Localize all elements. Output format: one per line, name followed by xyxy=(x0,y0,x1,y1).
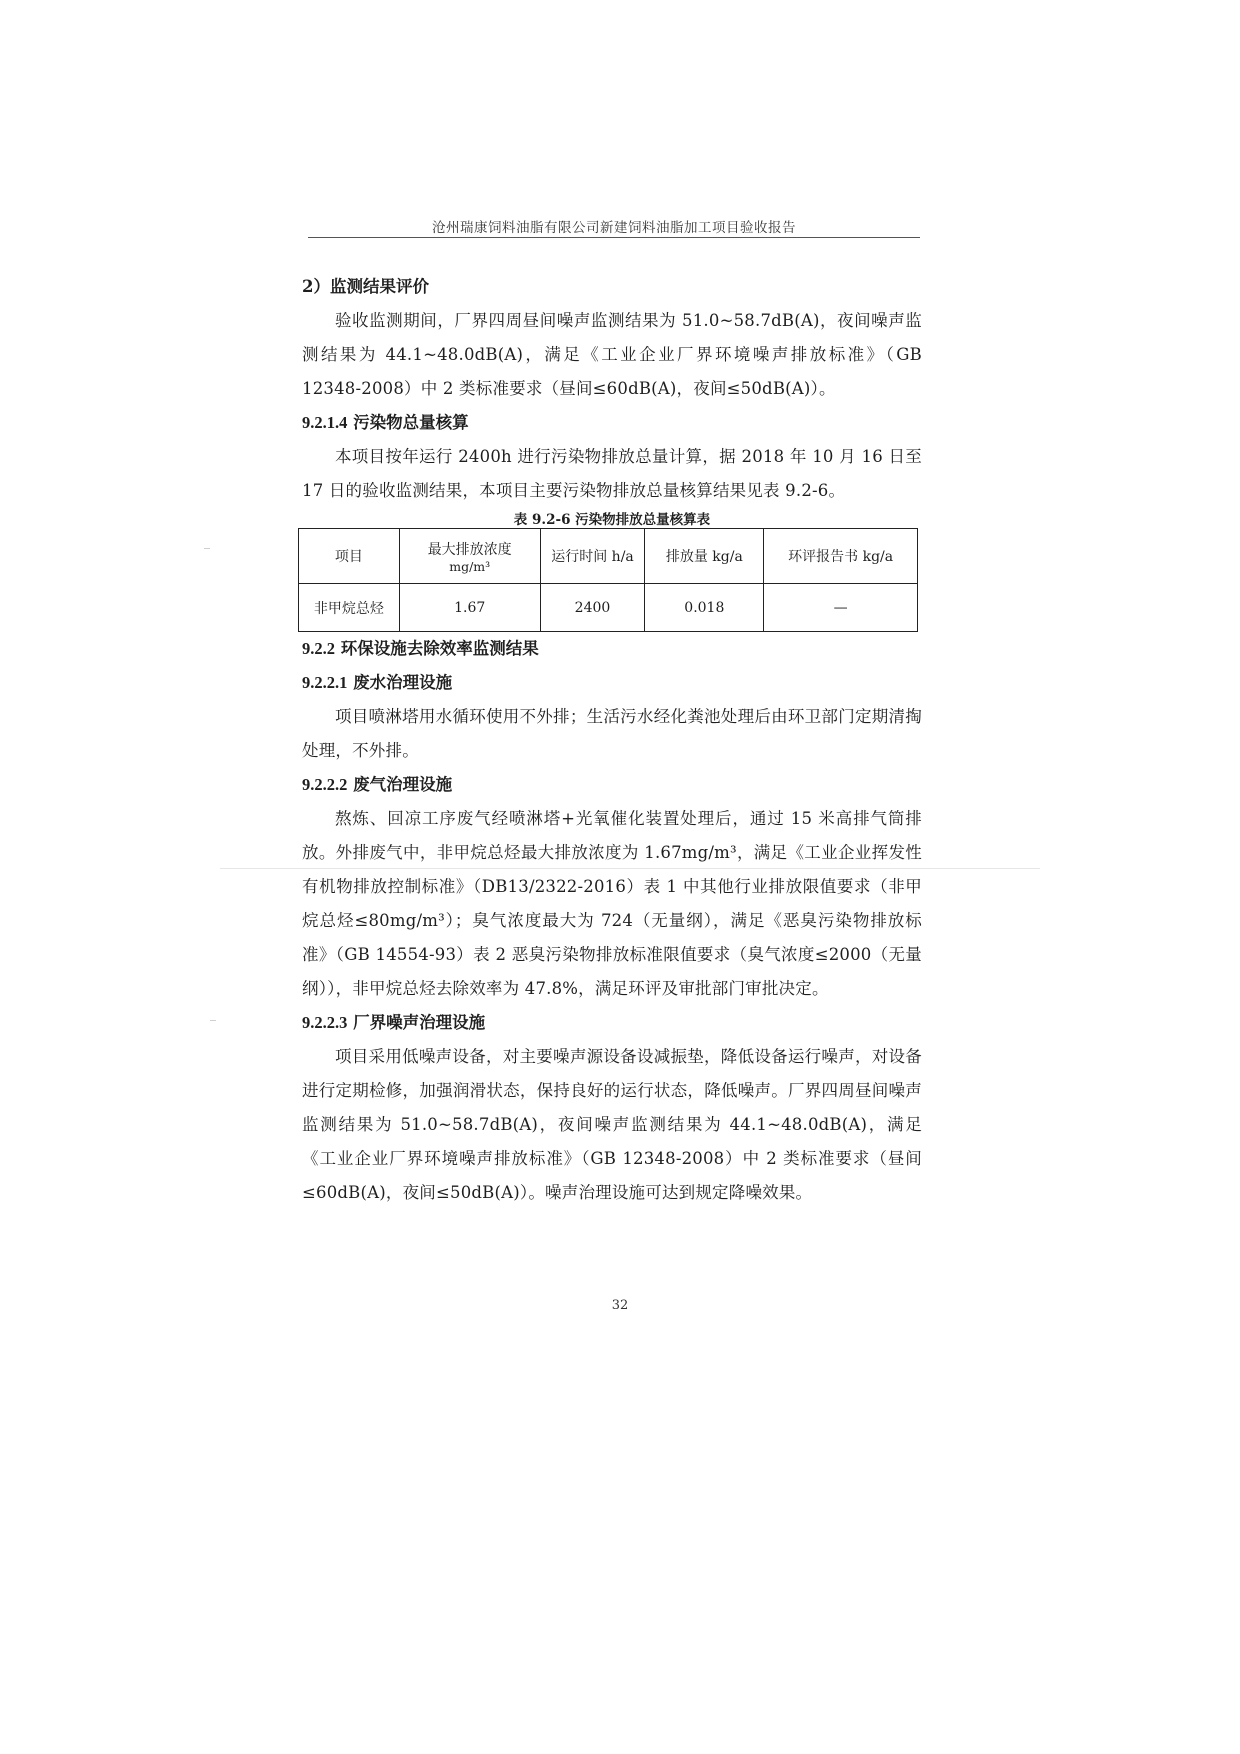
header-max-concentration xyxy=(399,529,540,584)
section-number: 9.2.2.2 xyxy=(302,775,348,794)
header-max-concentration-unit: mg/m³ xyxy=(449,558,491,574)
table-row xyxy=(299,584,918,632)
header-item: 项目 xyxy=(299,529,400,584)
section-number: 9.2.1.4 xyxy=(302,413,348,432)
cell-emission: 0.018 xyxy=(645,584,764,632)
section-title: 环保设施去除效率监测结果 xyxy=(340,639,539,658)
page-number: 32 xyxy=(611,1298,629,1313)
section-title: 厂界噪声治理设施 xyxy=(353,1013,486,1032)
page-content xyxy=(302,270,922,1210)
paragraph-wastewater: 项目喷淋塔用水循环使用不外排；生活污水经化粪池处理后由环卫部门定期清掏处理，不外排。 xyxy=(302,707,922,760)
cell-max-concentration: 1.67 xyxy=(399,584,540,632)
heading-9-2-2-1 xyxy=(302,666,922,700)
table-header-row xyxy=(299,529,918,584)
scan-mark xyxy=(210,1020,216,1021)
heading-9-2-2 xyxy=(302,632,922,666)
paragraph-monitor-eval: 验收监测期间，厂界四周昼间噪声监测结果为 51.0~58.7dB(A)，夜间噪声监测结果为 44.1~48.0dB(A)，满足《工业企业厂界环境噪声排放标准》（GB 12348-2008）中 2 类标准要求（昼间≤60dB(A)，夜间≤50dB(A)）。 xyxy=(302,311,922,398)
emission-total-table xyxy=(298,528,918,632)
paragraph-total-amount: 本项目按年运行 2400h 进行污染物排放总量计算，据 2018 年 10 月 16 日至 17 日的验收监测结果，本项目主要污染物排放总量核算结果见表 9.2-6。 xyxy=(302,447,922,500)
section-number: 9.2.2.3 xyxy=(302,1013,348,1032)
table-caption: 表 9.2-6 污染物排放总量核算表 xyxy=(513,512,711,528)
cell-run-time: 2400 xyxy=(540,584,645,632)
section-title: 废气治理设施 xyxy=(353,775,453,794)
header-max-concentration-label: 最大排放浓度 xyxy=(427,541,512,558)
section-title: 污染物总量核算 xyxy=(353,413,469,432)
cell-item: 非甲烷总烃 xyxy=(299,584,400,632)
heading-monitor-eval: 2）监测结果评价 xyxy=(302,277,429,296)
header-emission: 排放量 kg/a xyxy=(645,529,764,584)
section-number: 9.2.2.1 xyxy=(302,673,348,692)
paragraph-waste-gas: 熬炼、回凉工序废气经喷淋塔+光氧催化装置处理后，通过 15 米高排气筒排放。外排废气中，非甲烷总烃最大排放浓度为 1.67mg/m³，满足《工业企业挥发性有机物排放控制标准》（DB13/2322-2016）表 1 中其他行业排放限值要求（非甲烷总烃≤80mg/m³）；臭气浓度最大为 724（无量纲），满足《恶臭污染物排放标准》（GB 14554-93）表 2 恶臭污染物排放标准限值要求（臭气浓度≤2000（无量纲）），非甲烷总烃去除效率为 47.8%，满足环评及审批部门审批决定。 xyxy=(302,809,922,998)
scan-mark xyxy=(204,548,210,549)
header-divider xyxy=(308,237,920,238)
section-title: 废水治理设施 xyxy=(353,673,453,692)
heading-9-2-2-3 xyxy=(302,1006,922,1040)
section-number: 9.2.2 xyxy=(302,639,335,658)
cell-eia: — xyxy=(764,584,918,632)
paragraph-noise-control: 项目采用低噪声设备，对主要噪声源设备设减振垫，降低设备运行噪声，对设备进行定期检修，加强润滑状态，保持良好的运行状态，降低噪声。厂界四周昼间噪声监测结果为 51.0~58.7dB(A)，夜间噪声监测结果为 44.1~48.0dB(A)，满足《工业企业厂界环境噪声排放标准》（GB 12348-2008）中 2 类标准要求（昼间≤60dB(A)，夜间≤50dB(A)）。噪声治理设施可达到规定降噪效果。 xyxy=(302,1047,922,1202)
heading-9-2-2-2 xyxy=(302,768,922,802)
heading-9-2-1-4 xyxy=(302,406,922,440)
header-eia: 环评报告书 kg/a xyxy=(764,529,918,584)
running-header: 沧州瑞康饲料油脂有限公司新建饲料油脂加工项目验收报告 xyxy=(432,220,796,236)
header-run-time: 运行时间 h/a xyxy=(540,529,645,584)
